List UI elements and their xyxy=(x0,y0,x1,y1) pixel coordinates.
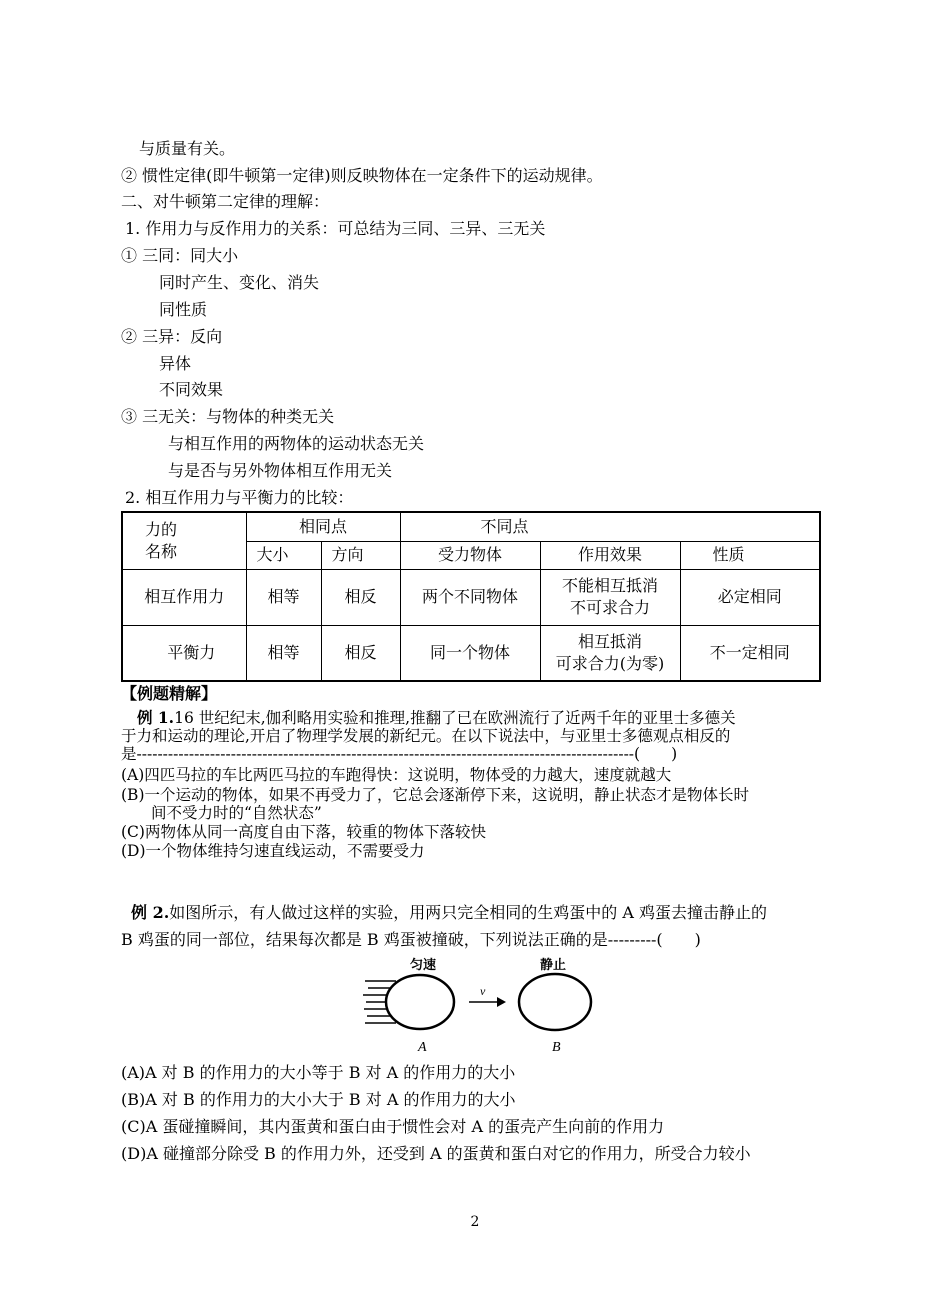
example-2-first-line xyxy=(131,903,767,923)
header-force-name xyxy=(122,512,246,569)
example-1-option-d: (D)一个物体维持匀速直线运动，不需要受力 xyxy=(121,842,425,860)
section-heading: 二、对牛顿第二定律的理解： xyxy=(121,192,330,211)
text-line: 与相互作用的两物体的运动状态无关 xyxy=(168,434,425,453)
cell-name: 相互作用力 xyxy=(122,569,246,625)
cell-direction: 相反 xyxy=(321,625,400,681)
cell-size: 相等 xyxy=(246,569,321,625)
page-number: 2 xyxy=(470,1214,480,1230)
label-egg-a: A xyxy=(418,1040,427,1055)
example-1-option-b: (B)一个运动的物体，如果不再受力了，它总会逐渐停下来，这说明，静止状态才是物体长时 xyxy=(121,786,749,804)
header-effect: 作用效果 xyxy=(540,541,680,569)
text-line: ① 三同：同大小 xyxy=(121,246,239,265)
examples-heading: 【例题精解】 xyxy=(121,684,218,703)
effect-line: 不能相互抵消 xyxy=(562,576,659,595)
label-rest: 静止 xyxy=(540,957,567,972)
cell-effect xyxy=(540,625,680,681)
example-2-text: B 鸡蛋的同一部位，结果每次都是 B 鸡蛋被撞破，下列说法正确的是---------( ) xyxy=(121,930,701,949)
example-1-text: 是-----------------------------------------------------------------------------------------------( ) xyxy=(121,745,678,763)
example-2-option-b: (B)A 对 B 的作用力的大小大于 B 对 A 的作用力的大小 xyxy=(121,1090,516,1109)
header-different: 不同点 xyxy=(400,512,820,541)
effect-line: 不可求合力 xyxy=(570,598,651,617)
comparison-table xyxy=(121,511,821,682)
label-egg-b: B xyxy=(552,1040,561,1055)
cell-effect xyxy=(540,569,680,625)
text-line: 同性质 xyxy=(159,300,208,319)
table-row xyxy=(122,569,820,625)
example-1-text: 于力和运动的理论,开启了物理学发展的新纪元。在以下说法中，与亚里士多德观点相反的 xyxy=(121,727,731,745)
example-2-option-a: (A)A 对 B 的作用力的大小等于 B 对 A 的作用力的大小 xyxy=(121,1063,516,1082)
text-line: ② 三异：反向 xyxy=(121,327,223,346)
text-line: 1. 作用力与反作用力的关系：可总结为三同、三异、三无关 xyxy=(125,219,546,238)
cell-size: 相等 xyxy=(246,625,321,681)
cell-object: 两个不同物体 xyxy=(400,569,540,625)
example-2-label: 例 2. xyxy=(131,903,170,922)
effect-line: 可求合力(为零) xyxy=(555,653,665,673)
text-line: 异体 xyxy=(159,354,192,373)
velocity-arrow xyxy=(469,997,506,1007)
example-2-text: 如图所示，有人做过这样的实验，用两只完全相同的生鸡蛋中的 A 鸡蛋去撞击静止的 xyxy=(169,903,768,922)
label-uniform: 匀速 xyxy=(410,957,437,972)
example-2-option-c: (C)A 蛋碰撞瞬间，其内蛋黄和蛋白由于惯性会对 A 的蛋壳产生向前的作用力 xyxy=(121,1117,665,1136)
header-nature: 性质 xyxy=(680,541,820,569)
text-line: ③ 三无关：与物体的种类无关 xyxy=(121,407,335,426)
cell-name: 平衡力 xyxy=(122,625,246,681)
header-size: 大小 xyxy=(246,541,321,569)
example-1-option-c: (C)两物体从同一高度自由下落，较重的物体下落较快 xyxy=(121,823,486,841)
label-velocity: v xyxy=(480,984,486,998)
cell-object: 同一个物体 xyxy=(400,625,540,681)
egg-collision-figure xyxy=(360,955,605,1055)
text-line: ② 惯性定律(即牛顿第一定律)则反映物体在一定条件下的运动规律。 xyxy=(121,166,603,185)
table-row xyxy=(122,625,820,681)
example-2-option-d: (D)A 碰撞部分除受 B 的作用力外，还受到 A 的蛋黄和蛋白对它的作用力，所受合力较小 xyxy=(121,1144,751,1163)
egg-b xyxy=(519,974,591,1030)
effect-line: 相互抵消 xyxy=(578,631,643,651)
egg-a xyxy=(386,975,454,1029)
text-line: 同时产生、变化、消失 xyxy=(159,273,320,292)
cell-nature: 必定相同 xyxy=(680,569,820,625)
text-line: 不同效果 xyxy=(159,380,224,399)
example-1-text: 16 世纪纪末,伽利略用实验和推理,推翻了已在欧洲流行了近两千年的亚里士多德关 xyxy=(174,709,736,727)
example-1-label: 例 1. xyxy=(137,708,175,727)
header-direction: 方向 xyxy=(321,541,400,569)
header-object: 受力物体 xyxy=(400,541,540,569)
header-same: 相同点 xyxy=(246,512,400,541)
example-1-option-a: (A)四匹马拉的车比两匹马拉的车跑得快：这说明，物体受的力越大，速度就越大 xyxy=(121,766,672,784)
header-text: 力的 xyxy=(145,519,178,539)
text-line: 2. 相互作用力与平衡力的比较： xyxy=(125,488,354,507)
text-line: 与是否与另外物体相互作用无关 xyxy=(168,461,393,480)
cell-nature: 不一定相同 xyxy=(680,625,820,681)
example-1-first-line xyxy=(137,709,736,727)
example-1-option-b-cont: 间不受力时的“自然状态” xyxy=(151,804,322,822)
text-line: 与质量有关。 xyxy=(139,139,236,158)
cell-direction: 相反 xyxy=(321,569,400,625)
header-text: 名称 xyxy=(145,541,178,561)
